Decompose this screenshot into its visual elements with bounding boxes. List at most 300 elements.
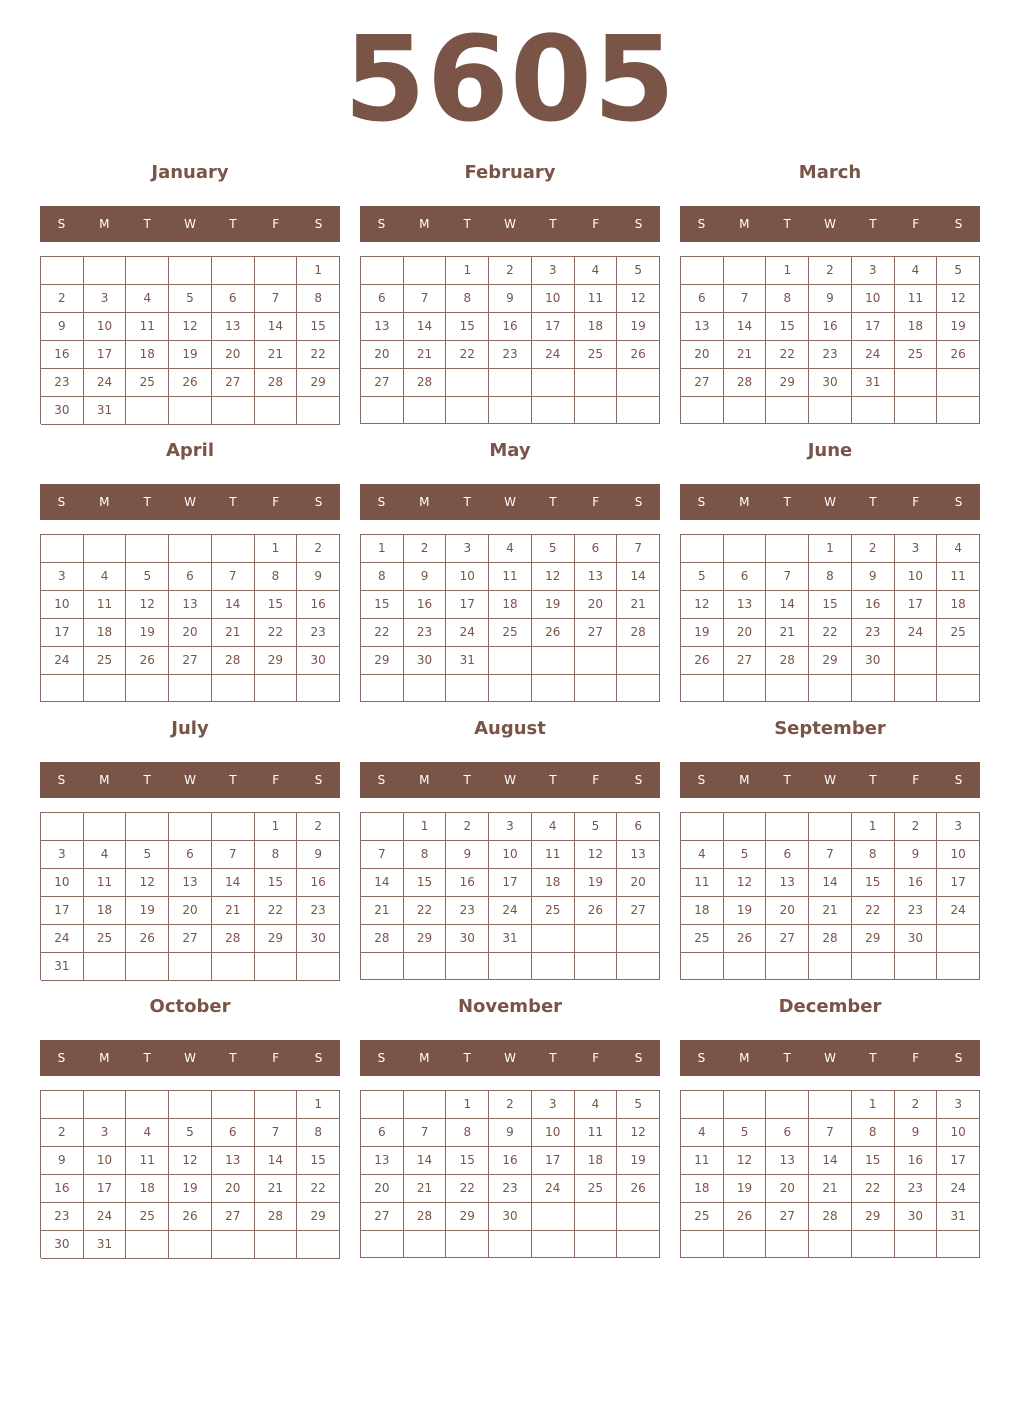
- day-cell: 14: [212, 869, 255, 897]
- day-cell: 9: [489, 1119, 532, 1147]
- empty-cell: [937, 369, 980, 397]
- day-cell: 11: [489, 563, 532, 591]
- day-cell: 6: [361, 1119, 404, 1147]
- weekday-label: S: [634, 495, 643, 509]
- day-cell: 6: [766, 841, 809, 869]
- weekday-label: M: [99, 495, 110, 509]
- day-cell: 16: [446, 869, 489, 897]
- day-cell: 18: [937, 591, 980, 619]
- weekday-label: M: [99, 217, 110, 231]
- weekday-header: [360, 484, 660, 520]
- day-cell: 4: [937, 535, 980, 563]
- day-cell: 5: [575, 813, 618, 841]
- empty-cell: [212, 1091, 255, 1119]
- empty-cell: [84, 535, 127, 563]
- weekday-label: M: [99, 773, 110, 787]
- day-cell: 24: [852, 341, 895, 369]
- day-cell: 22: [361, 619, 404, 647]
- empty-cell: [361, 813, 404, 841]
- day-cell: 21: [724, 341, 767, 369]
- empty-cell: [446, 675, 489, 702]
- day-grid: [40, 812, 340, 980]
- day-cell: 8: [446, 1119, 489, 1147]
- day-cell: 22: [255, 619, 298, 647]
- day-cell: 30: [446, 925, 489, 953]
- day-cell: 2: [895, 1091, 938, 1119]
- day-cell: 26: [169, 1203, 212, 1231]
- empty-cell: [575, 953, 618, 980]
- empty-cell: [766, 535, 809, 563]
- day-cell: 3: [446, 535, 489, 563]
- empty-cell: [766, 953, 809, 980]
- weekday-label: T: [463, 773, 471, 787]
- day-cell: 1: [297, 1091, 340, 1119]
- empty-cell: [575, 647, 618, 675]
- day-cell: 16: [41, 341, 84, 369]
- day-cell: 23: [297, 897, 340, 925]
- day-cell: 7: [809, 1119, 852, 1147]
- day-cell: 23: [809, 341, 852, 369]
- day-cell: 13: [169, 869, 212, 897]
- empty-cell: [617, 1203, 660, 1231]
- day-cell: 30: [809, 369, 852, 397]
- day-cell: 8: [297, 285, 340, 313]
- day-grid: [680, 534, 980, 702]
- day-cell: 13: [766, 1147, 809, 1175]
- day-cell: 24: [895, 619, 938, 647]
- day-cell: 5: [169, 1119, 212, 1147]
- day-cell: 17: [41, 619, 84, 647]
- empty-cell: [532, 1231, 575, 1258]
- day-cell: 16: [895, 869, 938, 897]
- empty-cell: [681, 1091, 724, 1119]
- day-cell: 18: [126, 341, 169, 369]
- empty-cell: [255, 257, 298, 285]
- day-cell: 21: [809, 1175, 852, 1203]
- day-cell: 27: [766, 1203, 809, 1231]
- day-cell: 12: [617, 1119, 660, 1147]
- weekday-header: [360, 762, 660, 798]
- weekday-label: S: [57, 495, 66, 509]
- day-cell: 3: [895, 535, 938, 563]
- day-cell: 12: [169, 313, 212, 341]
- empty-cell: [809, 397, 852, 424]
- day-cell: 3: [532, 257, 575, 285]
- empty-cell: [446, 953, 489, 980]
- day-cell: 5: [681, 563, 724, 591]
- day-cell: 17: [532, 1147, 575, 1175]
- empty-cell: [212, 397, 255, 425]
- weekday-label: S: [697, 1051, 706, 1065]
- weekday-label: S: [697, 495, 706, 509]
- weekday-label: T: [783, 1051, 791, 1065]
- empty-cell: [404, 397, 447, 424]
- day-cell: 25: [895, 341, 938, 369]
- weekday-label: M: [739, 1051, 750, 1065]
- weekday-label: W: [824, 217, 836, 231]
- empty-cell: [809, 1231, 852, 1258]
- day-cell: 31: [41, 953, 84, 981]
- empty-cell: [937, 647, 980, 675]
- day-cell: 8: [809, 563, 852, 591]
- day-cell: 26: [126, 925, 169, 953]
- empty-cell: [575, 1203, 618, 1231]
- day-cell: 14: [255, 1147, 298, 1175]
- empty-cell: [169, 953, 212, 981]
- day-cell: 18: [126, 1175, 169, 1203]
- day-cell: 8: [852, 1119, 895, 1147]
- month-name: April: [165, 440, 215, 461]
- day-cell: 28: [617, 619, 660, 647]
- day-cell: 15: [297, 313, 340, 341]
- day-cell: 18: [489, 591, 532, 619]
- day-cell: 19: [724, 897, 767, 925]
- day-cell: 22: [446, 1175, 489, 1203]
- day-cell: 20: [361, 341, 404, 369]
- day-cell: 27: [169, 647, 212, 675]
- day-grid: [40, 534, 340, 702]
- weekday-label: S: [314, 217, 323, 231]
- day-cell: 2: [404, 535, 447, 563]
- day-cell: 26: [532, 619, 575, 647]
- weekday-label: S: [697, 773, 706, 787]
- day-cell: 18: [575, 1147, 618, 1175]
- day-cell: 20: [212, 1175, 255, 1203]
- weekday-label: S: [634, 773, 643, 787]
- day-cell: 14: [404, 1147, 447, 1175]
- day-cell: 19: [169, 1175, 212, 1203]
- day-cell: 15: [852, 1147, 895, 1175]
- empty-cell: [255, 397, 298, 425]
- day-cell: 17: [532, 313, 575, 341]
- weekday-label: S: [954, 773, 963, 787]
- empty-cell: [361, 675, 404, 702]
- day-cell: 4: [489, 535, 532, 563]
- empty-cell: [532, 369, 575, 397]
- day-grid: [360, 256, 660, 424]
- day-cell: 17: [937, 1147, 980, 1175]
- day-cell: 17: [937, 869, 980, 897]
- weekday-label: T: [869, 773, 877, 787]
- empty-cell: [532, 925, 575, 953]
- day-cell: 4: [532, 813, 575, 841]
- empty-cell: [404, 257, 447, 285]
- empty-cell: [84, 813, 127, 841]
- day-cell: 3: [84, 1119, 127, 1147]
- day-cell: 12: [724, 869, 767, 897]
- day-cell: 21: [212, 897, 255, 925]
- day-cell: 1: [297, 257, 340, 285]
- day-cell: 10: [84, 1147, 127, 1175]
- day-cell: 2: [41, 285, 84, 313]
- empty-cell: [852, 397, 895, 424]
- day-cell: 12: [169, 1147, 212, 1175]
- weekday-label: T: [783, 773, 791, 787]
- day-cell: 21: [617, 591, 660, 619]
- day-cell: 4: [126, 1119, 169, 1147]
- day-cell: 22: [404, 897, 447, 925]
- empty-cell: [895, 953, 938, 980]
- day-cell: 4: [575, 1091, 618, 1119]
- empty-cell: [617, 397, 660, 424]
- day-cell: 21: [255, 341, 298, 369]
- empty-cell: [895, 1231, 938, 1258]
- day-cell: 5: [937, 257, 980, 285]
- empty-cell: [169, 257, 212, 285]
- month-name: October: [149, 996, 231, 1017]
- empty-cell: [212, 257, 255, 285]
- day-cell: 19: [681, 619, 724, 647]
- day-cell: 27: [575, 619, 618, 647]
- day-cell: 3: [532, 1091, 575, 1119]
- empty-cell: [404, 1091, 447, 1119]
- day-cell: 5: [724, 1119, 767, 1147]
- empty-cell: [84, 1091, 127, 1119]
- day-cell: 31: [84, 397, 127, 425]
- day-cell: 13: [766, 869, 809, 897]
- weekday-header: [40, 762, 340, 798]
- day-cell: 7: [361, 841, 404, 869]
- weekday-label: T: [463, 1051, 471, 1065]
- day-cell: 24: [446, 619, 489, 647]
- empty-cell: [724, 397, 767, 424]
- day-cell: 13: [212, 1147, 255, 1175]
- month-name: July: [171, 718, 209, 739]
- empty-cell: [126, 535, 169, 563]
- weekday-label: T: [143, 773, 151, 787]
- day-cell: 1: [809, 535, 852, 563]
- weekday-label: W: [504, 1051, 516, 1065]
- day-cell: 27: [212, 1203, 255, 1231]
- day-cell: 13: [212, 313, 255, 341]
- weekday-label: T: [229, 1051, 237, 1065]
- empty-cell: [724, 535, 767, 563]
- day-cell: 14: [809, 1147, 852, 1175]
- weekday-label: S: [57, 1051, 66, 1065]
- day-cell: 11: [84, 869, 127, 897]
- day-cell: 21: [255, 1175, 298, 1203]
- day-cell: 7: [255, 285, 298, 313]
- empty-cell: [404, 675, 447, 702]
- day-cell: 9: [809, 285, 852, 313]
- day-cell: 17: [84, 341, 127, 369]
- weekday-label: T: [549, 495, 557, 509]
- day-cell: 9: [297, 563, 340, 591]
- day-cell: 5: [126, 563, 169, 591]
- day-cell: 9: [852, 563, 895, 591]
- day-grid: [40, 256, 340, 424]
- empty-cell: [41, 675, 84, 702]
- day-cell: 19: [532, 591, 575, 619]
- day-cell: 26: [575, 897, 618, 925]
- day-cell: 1: [255, 813, 298, 841]
- day-grid: [360, 1090, 660, 1258]
- empty-cell: [852, 953, 895, 980]
- day-cell: 14: [766, 591, 809, 619]
- day-cell: 9: [446, 841, 489, 869]
- day-cell: 10: [852, 285, 895, 313]
- day-cell: 15: [766, 313, 809, 341]
- day-cell: 30: [41, 1231, 84, 1259]
- empty-cell: [937, 397, 980, 424]
- empty-cell: [446, 369, 489, 397]
- weekday-header: [40, 484, 340, 520]
- day-cell: 10: [937, 841, 980, 869]
- weekday-label: S: [377, 495, 386, 509]
- day-cell: 28: [212, 647, 255, 675]
- day-cell: 11: [937, 563, 980, 591]
- weekday-label: M: [419, 217, 430, 231]
- weekday-header: [360, 206, 660, 242]
- month-name: May: [489, 440, 531, 461]
- weekday-label: S: [57, 773, 66, 787]
- empty-cell: [489, 675, 532, 702]
- day-cell: 6: [169, 841, 212, 869]
- day-cell: 24: [41, 647, 84, 675]
- empty-cell: [617, 1231, 660, 1258]
- day-cell: 24: [41, 925, 84, 953]
- empty-cell: [617, 675, 660, 702]
- day-cell: 3: [852, 257, 895, 285]
- day-cell: 19: [937, 313, 980, 341]
- day-cell: 14: [404, 313, 447, 341]
- weekday-label: M: [99, 1051, 110, 1065]
- day-cell: 22: [446, 341, 489, 369]
- day-cell: 24: [84, 369, 127, 397]
- weekday-label: S: [57, 217, 66, 231]
- day-cell: 8: [297, 1119, 340, 1147]
- day-cell: 29: [361, 647, 404, 675]
- empty-cell: [809, 675, 852, 702]
- day-cell: 25: [681, 925, 724, 953]
- weekday-label: W: [184, 1051, 196, 1065]
- day-cell: 16: [489, 1147, 532, 1175]
- day-cell: 24: [84, 1203, 127, 1231]
- empty-cell: [361, 1091, 404, 1119]
- empty-cell: [255, 953, 298, 981]
- month-name: January: [151, 162, 229, 183]
- empty-cell: [937, 675, 980, 702]
- day-cell: 22: [255, 897, 298, 925]
- day-cell: 2: [895, 813, 938, 841]
- day-cell: 5: [724, 841, 767, 869]
- day-cell: 24: [937, 1175, 980, 1203]
- empty-cell: [895, 397, 938, 424]
- day-grid: [680, 256, 980, 424]
- empty-cell: [766, 1231, 809, 1258]
- empty-cell: [724, 813, 767, 841]
- day-cell: 12: [617, 285, 660, 313]
- day-cell: 15: [809, 591, 852, 619]
- empty-cell: [255, 1231, 298, 1259]
- empty-cell: [575, 675, 618, 702]
- day-cell: 15: [297, 1147, 340, 1175]
- month-name: February: [464, 162, 556, 183]
- day-cell: 7: [212, 563, 255, 591]
- day-cell: 14: [617, 563, 660, 591]
- day-cell: 12: [532, 563, 575, 591]
- day-cell: 22: [852, 897, 895, 925]
- day-cell: 6: [212, 1119, 255, 1147]
- day-cell: 23: [852, 619, 895, 647]
- day-cell: 6: [361, 285, 404, 313]
- empty-cell: [617, 369, 660, 397]
- day-cell: 2: [489, 1091, 532, 1119]
- day-cell: 1: [361, 535, 404, 563]
- empty-cell: [212, 953, 255, 981]
- empty-cell: [84, 257, 127, 285]
- day-cell: 14: [724, 313, 767, 341]
- weekday-label: S: [314, 495, 323, 509]
- day-grid: [680, 1090, 980, 1258]
- day-cell: 29: [255, 925, 298, 953]
- day-cell: 31: [937, 1203, 980, 1231]
- day-cell: 29: [852, 925, 895, 953]
- empty-cell: [489, 647, 532, 675]
- month-name: August: [474, 718, 546, 739]
- day-cell: 14: [361, 869, 404, 897]
- day-cell: 6: [724, 563, 767, 591]
- day-cell: 4: [681, 841, 724, 869]
- weekday-label: T: [549, 773, 557, 787]
- day-cell: 5: [617, 1091, 660, 1119]
- day-cell: 6: [617, 813, 660, 841]
- weekday-header: [680, 484, 980, 520]
- day-cell: 8: [852, 841, 895, 869]
- day-cell: 21: [766, 619, 809, 647]
- day-cell: 13: [361, 313, 404, 341]
- empty-cell: [532, 953, 575, 980]
- day-cell: 17: [852, 313, 895, 341]
- day-cell: 28: [809, 1203, 852, 1231]
- day-cell: 29: [297, 1203, 340, 1231]
- empty-cell: [617, 647, 660, 675]
- day-cell: 10: [41, 869, 84, 897]
- day-cell: 1: [766, 257, 809, 285]
- weekday-label: F: [912, 773, 920, 787]
- day-cell: 28: [255, 1203, 298, 1231]
- empty-cell: [126, 1231, 169, 1259]
- month-name: June: [807, 440, 853, 461]
- day-cell: 23: [489, 1175, 532, 1203]
- empty-cell: [724, 675, 767, 702]
- empty-cell: [212, 1231, 255, 1259]
- day-cell: 11: [532, 841, 575, 869]
- day-cell: 8: [766, 285, 809, 313]
- empty-cell: [169, 813, 212, 841]
- day-cell: 21: [212, 619, 255, 647]
- empty-cell: [212, 675, 255, 702]
- day-cell: 30: [895, 1203, 938, 1231]
- day-cell: 27: [724, 647, 767, 675]
- day-cell: 26: [617, 1175, 660, 1203]
- empty-cell: [361, 953, 404, 980]
- day-cell: 7: [724, 285, 767, 313]
- empty-cell: [575, 369, 618, 397]
- empty-cell: [297, 397, 340, 425]
- weekday-label: S: [954, 217, 963, 231]
- weekday-label: F: [272, 495, 280, 509]
- empty-cell: [169, 1091, 212, 1119]
- day-cell: 24: [937, 897, 980, 925]
- day-cell: 19: [126, 619, 169, 647]
- weekday-label: T: [549, 1051, 557, 1065]
- day-cell: 11: [575, 1119, 618, 1147]
- empty-cell: [169, 675, 212, 702]
- day-cell: 28: [404, 1203, 447, 1231]
- empty-cell: [361, 397, 404, 424]
- empty-cell: [575, 925, 618, 953]
